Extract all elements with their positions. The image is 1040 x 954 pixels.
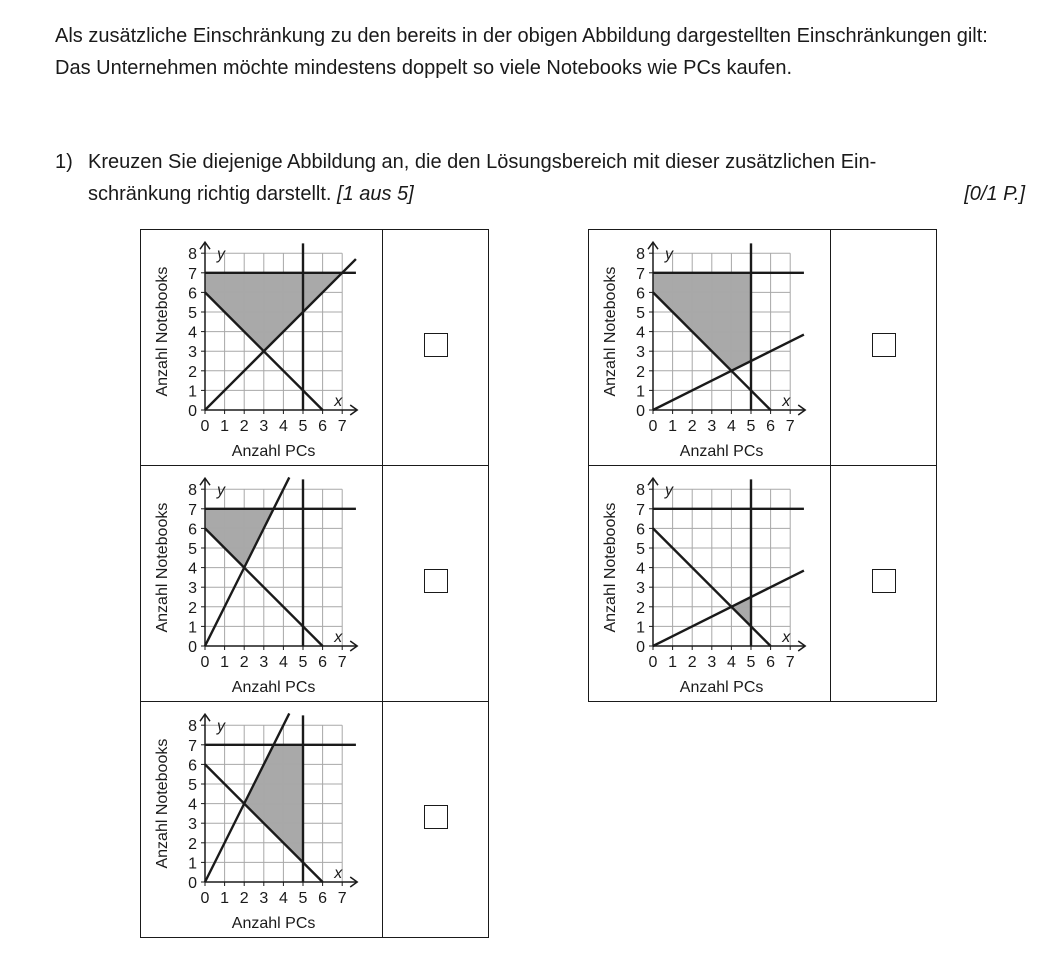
x-tick-label: 2 <box>239 654 249 671</box>
task-points: [0/1 P.] <box>964 183 1025 205</box>
option-row <box>141 702 489 938</box>
x-tick-label: 7 <box>337 654 347 671</box>
x-tick-label: 6 <box>318 654 328 671</box>
y-tick-label: 1 <box>636 619 645 637</box>
y-tick-label: 2 <box>636 599 645 617</box>
x-axis-title: Anzahl PCs <box>231 443 316 460</box>
x-variable-label: x <box>782 393 791 410</box>
y-tick-label: 2 <box>188 835 197 853</box>
option-row <box>589 466 937 702</box>
x-variable-label: x <box>782 629 791 646</box>
y-axis-title: Anzahl Notebooks <box>154 738 171 869</box>
x-tick-label: 5 <box>298 890 308 907</box>
y-tick-label: 1 <box>188 855 197 873</box>
x-tick-label: 7 <box>337 418 347 435</box>
y-tick-label: 6 <box>188 285 197 303</box>
x-tick-label: 0 <box>648 654 658 671</box>
y-tick-label: 3 <box>188 816 197 834</box>
x-tick-label: 7 <box>785 418 795 435</box>
y-variable-label: y <box>665 482 673 500</box>
x-tick-label: 6 <box>318 418 328 435</box>
x-axis-title: Anzahl PCs <box>231 679 316 696</box>
x-tick-label: 2 <box>687 654 697 671</box>
x-tick-label: 1 <box>220 890 230 907</box>
option-1-checkbox[interactable] <box>424 333 448 357</box>
y-variable-label: y <box>665 246 673 264</box>
intro-text: Als zusätzliche Einschränkung zu den bereits in der obigen Abbildung dargestellten Einschränkungen gilt: Das Unternehmen möchte mindestens doppelt so viele Notebooks wie PCs kaufen. <box>55 25 988 79</box>
options-table-left <box>140 229 489 938</box>
task-text-cont: schränkung richtig darstellt. <box>88 183 332 205</box>
y-axis-title: Anzahl Notebooks <box>154 266 171 397</box>
x-tick-label: 3 <box>259 890 269 907</box>
option-graph-4 <box>589 230 830 465</box>
x-tick-label: 0 <box>200 654 210 671</box>
y-tick-label: 0 <box>636 639 645 656</box>
y-variable-label: y <box>217 482 225 500</box>
y-tick-label: 8 <box>188 718 197 736</box>
x-tick-label: 5 <box>746 654 756 671</box>
option-row <box>589 230 937 466</box>
x-tick-label: 2 <box>687 418 697 435</box>
x-tick-label: 1 <box>668 654 678 671</box>
task-text-line2 <box>88 178 414 210</box>
task-meta: [1 aus 5] <box>337 183 414 205</box>
y-tick-label: 3 <box>188 580 197 598</box>
task-number: 1) <box>55 151 73 173</box>
shaded-region <box>653 273 751 371</box>
y-tick-label: 5 <box>188 305 197 322</box>
checkbox-cell <box>383 230 489 466</box>
x-tick-label: 4 <box>726 654 736 671</box>
y-tick-label: 3 <box>636 580 645 598</box>
y-tick-label: 4 <box>636 324 645 342</box>
graph-cell <box>141 230 383 466</box>
x-tick-label: 4 <box>278 654 288 671</box>
graph-cell <box>589 466 831 702</box>
x-tick-label: 3 <box>707 418 717 435</box>
y-tick-label: 2 <box>188 599 197 617</box>
y-tick-label: 2 <box>636 363 645 381</box>
checkbox-cell <box>831 230 937 466</box>
x-tick-label: 6 <box>766 654 776 671</box>
y-tick-label: 7 <box>188 265 197 283</box>
x-tick-label: 1 <box>668 418 678 435</box>
y-variable-label: y <box>217 718 225 736</box>
x-tick-label: 7 <box>785 654 795 671</box>
task-text-main: Kreuzen Sie diejenige Abbildung an, die den Lösungsbereich mit dieser zusätzlichen Ein- <box>88 151 877 173</box>
y-tick-label: 8 <box>636 482 645 500</box>
y-tick-label: 0 <box>188 875 197 892</box>
option-3-checkbox[interactable] <box>424 805 448 829</box>
x-tick-label: 4 <box>278 890 288 907</box>
graph-cell <box>589 230 831 466</box>
y-tick-label: 0 <box>188 639 197 656</box>
y-tick-label: 2 <box>188 363 197 381</box>
checkbox-cell <box>383 702 489 938</box>
option-graph-2 <box>141 466 382 701</box>
option-2-checkbox[interactable] <box>424 569 448 593</box>
x-tick-label: 5 <box>298 654 308 671</box>
x-tick-label: 7 <box>337 890 347 907</box>
option-row <box>141 230 489 466</box>
y-axis-title: Anzahl Notebooks <box>602 502 619 633</box>
option-graph-3 <box>141 702 382 937</box>
y-tick-label: 6 <box>636 521 645 539</box>
constraint-line <box>205 477 289 646</box>
y-tick-label: 0 <box>636 403 645 420</box>
y-tick-label: 4 <box>188 796 197 814</box>
y-tick-label: 5 <box>188 541 197 558</box>
x-tick-label: 3 <box>259 654 269 671</box>
y-tick-label: 5 <box>636 541 645 558</box>
x-tick-label: 4 <box>278 418 288 435</box>
x-tick-label: 0 <box>200 418 210 435</box>
graph-cell <box>141 702 383 938</box>
options-table-right <box>588 229 937 702</box>
y-tick-label: 3 <box>188 344 197 362</box>
x-tick-label: 4 <box>726 418 736 435</box>
x-variable-label: x <box>334 865 343 882</box>
y-tick-label: 6 <box>636 285 645 303</box>
y-tick-label: 7 <box>636 501 645 519</box>
y-tick-label: 4 <box>188 560 197 578</box>
y-axis-title: Anzahl Notebooks <box>154 502 171 633</box>
y-tick-label: 1 <box>636 383 645 401</box>
y-tick-label: 7 <box>188 501 197 519</box>
y-tick-label: 6 <box>188 521 197 539</box>
y-tick-label: 4 <box>636 560 645 578</box>
y-tick-label: 7 <box>636 265 645 283</box>
option-graph-5 <box>589 466 830 701</box>
y-tick-label: 5 <box>188 777 197 794</box>
y-tick-label: 8 <box>636 246 645 264</box>
x-variable-label: x <box>334 629 343 646</box>
checkbox-cell <box>831 466 937 702</box>
y-tick-label: 8 <box>188 482 197 500</box>
y-tick-label: 1 <box>188 383 197 401</box>
y-tick-label: 8 <box>188 246 197 264</box>
checkbox-cell <box>383 466 489 702</box>
x-tick-label: 2 <box>239 418 249 435</box>
option-graph-1 <box>141 230 382 465</box>
y-axis-title: Anzahl Notebooks <box>602 266 619 397</box>
x-axis-title: Anzahl PCs <box>231 915 316 932</box>
x-tick-label: 1 <box>220 418 230 435</box>
x-tick-label: 1 <box>220 654 230 671</box>
y-tick-label: 6 <box>188 757 197 775</box>
x-tick-label: 2 <box>239 890 249 907</box>
y-tick-label: 3 <box>636 344 645 362</box>
x-variable-label: x <box>334 393 343 410</box>
x-axis-title: Anzahl PCs <box>679 679 764 696</box>
x-tick-label: 6 <box>766 418 776 435</box>
y-tick-label: 1 <box>188 619 197 637</box>
x-tick-label: 3 <box>707 654 717 671</box>
graph-cell <box>141 466 383 702</box>
x-axis-title: Anzahl PCs <box>679 443 764 460</box>
y-tick-label: 5 <box>636 305 645 322</box>
x-tick-label: 0 <box>200 890 210 907</box>
x-tick-label: 5 <box>746 418 756 435</box>
option-4-checkbox[interactable] <box>872 333 896 357</box>
x-tick-label: 6 <box>318 890 328 907</box>
x-tick-label: 3 <box>259 418 269 435</box>
y-tick-label: 7 <box>188 737 197 755</box>
option-row <box>141 466 489 702</box>
x-tick-label: 5 <box>298 418 308 435</box>
y-tick-label: 4 <box>188 324 197 342</box>
y-variable-label: y <box>217 246 225 264</box>
y-tick-label: 0 <box>188 403 197 420</box>
x-tick-label: 0 <box>648 418 658 435</box>
option-5-checkbox[interactable] <box>872 569 896 593</box>
